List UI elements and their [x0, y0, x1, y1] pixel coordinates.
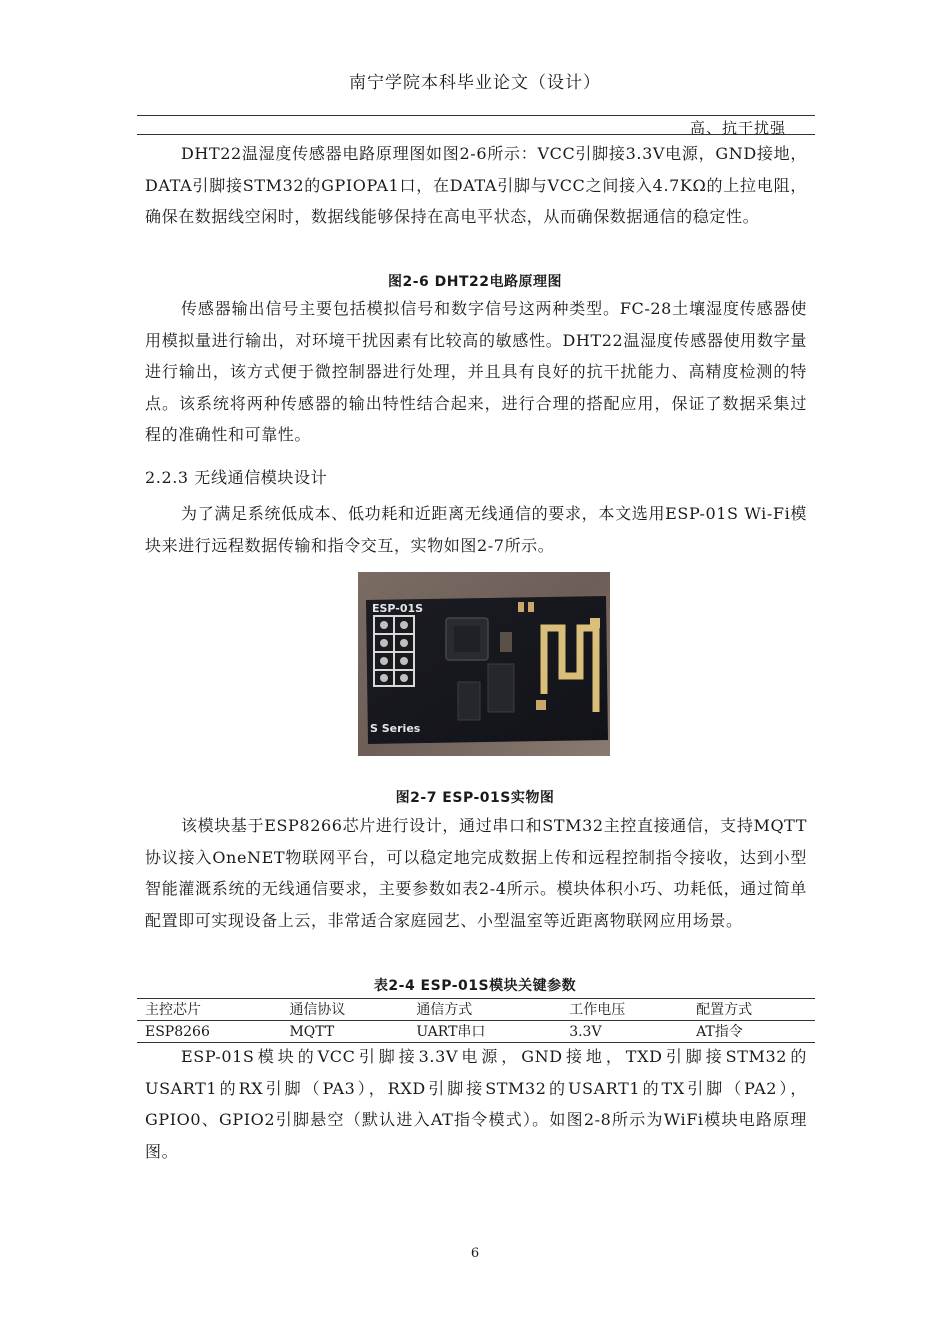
- table-header-cell: 通信方式: [416, 1001, 473, 1018]
- table-cell: AT指令: [696, 1023, 743, 1040]
- table-row: [137, 1021, 815, 1043]
- silkscreen-esp01s-label: ESP-01S: [372, 602, 424, 615]
- table-header-row: [137, 999, 815, 1021]
- table-header-cell: 通信协议: [289, 1001, 346, 1018]
- paragraph-esp8266-description: 该模块基于ESP8266芯片进行设计，通过串口和STM32主控直接通信，支持MQTT协议接入OneNET物联网平台，可以稳定地完成数据上传和远程控制指令接收，达到小型智能灌溉系统的无线通信要求，主要参数如表2-4所示。模块体积小巧、功耗低，通过简单配置即可实现设备上云，非常适合家庭园艺、小型温室等近距离物联网应用场景。: [145, 816, 807, 930]
- table-caption-2-4: 表2-4 ESP-01S模块关键参数: [373, 978, 577, 994]
- page-number: 6: [470, 1246, 480, 1261]
- page-header-title: 南宁学院本科毕业论文（设计）: [349, 73, 601, 93]
- carryover-table-rule: [137, 134, 815, 135]
- figure-caption-2-6: 图2-6 DHT22电路原理图: [387, 274, 563, 290]
- paragraph-wiring-description: ESP-01S模块的VCC引脚接3.3V电源，GND接地，TXD引脚接STM32的USART1的RX引脚（PA3），RXD引脚接STM32的USART1的TX引脚（PA2），GPIO0、GPIO2引脚悬空（默认进入AT指令模式）。如图2-8所示为WiFi模块电路原理图。: [145, 1047, 807, 1161]
- figure-caption-2-7: 图2-7 ESP-01S实物图: [395, 790, 555, 806]
- section-heading-2-2-3: 2.2.3 无线通信模块设计: [145, 468, 328, 487]
- table-header-cell: 主控芯片: [145, 1001, 201, 1018]
- table-cell: UART串口: [416, 1023, 486, 1040]
- paragraph-sensor-signals: 传感器输出信号主要包括模拟信号和数字信号这两种类型。FC-28土壤湿度传感器使用模拟量进行输出，对环境干扰因素有比较高的敏感性。DHT22温湿度传感器使用数字量进行输出，该方式便于微控制器进行处理，并且具有良好的抗干扰能力、高精度检测的特点。该系统将两种传感器的输出特性结合起来，进行合理的搭配应用，保证了数据采集过程的准确性和可靠性。: [145, 299, 807, 444]
- silkscreen-series-label: S Series: [370, 722, 421, 735]
- table-cell: 3.3V: [569, 1023, 602, 1040]
- carryover-table-text: 高、抗干扰强: [690, 119, 787, 137]
- table-header-cell: 工作电压: [569, 1001, 626, 1018]
- paragraph-dht22-circuit: DHT22温湿度传感器电路原理图如图2-6所示：VCC引脚接3.3V电源，GND接地，DATA引脚接STM32的GPIOPA1口，在DATA引脚与VCC之间接入4.7KΩ的上拉电阻，确保在数据线空闲时，数据线能够保持在高电平状态，从而确保数据通信的稳定性。: [145, 144, 807, 226]
- esp01s-parameter-table: [137, 998, 815, 1043]
- esp01s-module-photo: [358, 572, 610, 756]
- table-cell: MQTT: [289, 1023, 335, 1040]
- paragraph-wifi-selection: 为了满足系统低成本、低功耗和近距离无线通信的要求，本文选用ESP-01S Wi-Fi模块来进行远程数据传输和指令交互，实物如图2-7所示。: [145, 504, 807, 555]
- table-cell: ESP8266: [145, 1023, 210, 1040]
- table-header-cell: 配置方式: [696, 1001, 753, 1018]
- header-rule: [137, 115, 815, 116]
